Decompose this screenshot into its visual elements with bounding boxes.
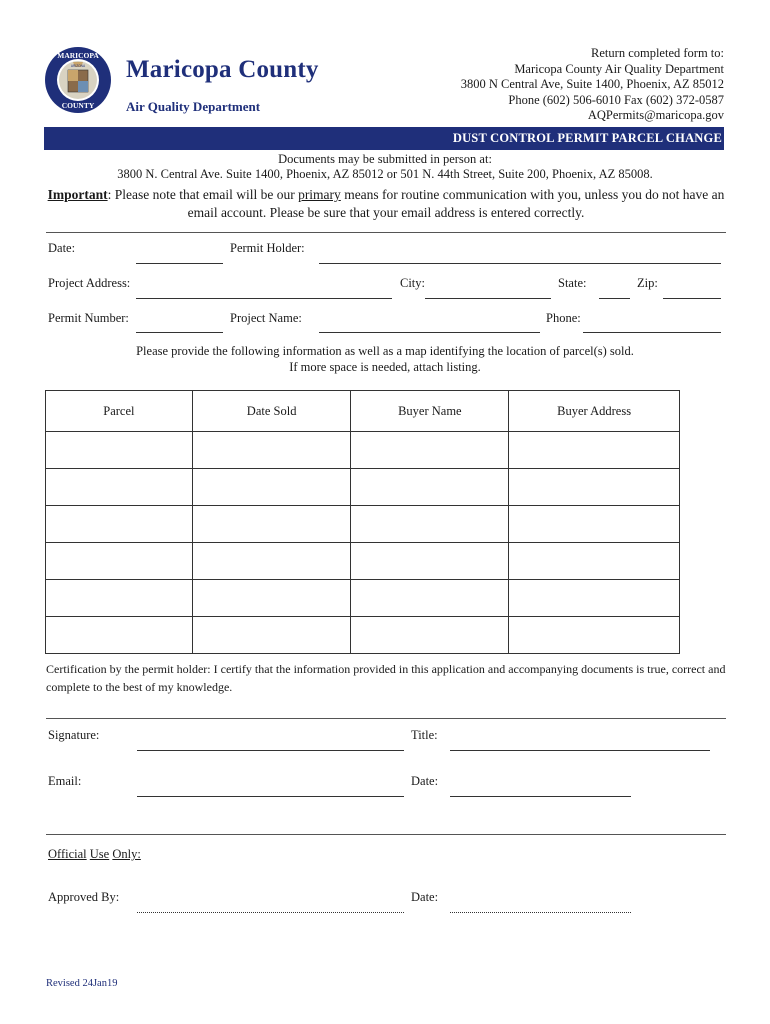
city-field[interactable] xyxy=(425,298,551,299)
signature-date-field[interactable] xyxy=(450,796,631,797)
table-row xyxy=(46,506,680,543)
submit-addresses: 3800 N. Central Ave. Suite 1400, Phoenix, AZ 85012 or 501 N. 44th Street, Suite 200, Phoenix, AZ 85008. xyxy=(117,167,653,181)
table-row xyxy=(46,469,680,506)
date-field[interactable] xyxy=(136,263,223,264)
divider xyxy=(46,834,726,835)
phone-field[interactable] xyxy=(583,332,721,333)
important-text: means for routine communication with you, unless you do not have an email account. Please be sure that your email address is entered correctly. xyxy=(187,187,725,220)
table-cell[interactable] xyxy=(46,506,193,543)
table-cell[interactable] xyxy=(509,432,680,469)
table-cell[interactable] xyxy=(46,543,193,580)
table-cell[interactable] xyxy=(351,580,509,617)
title-field[interactable] xyxy=(450,750,710,751)
table-cell[interactable] xyxy=(192,617,351,654)
instructions-line2: If more space is needed, attach listing. xyxy=(289,360,481,374)
important-text: : Please note that email will be our xyxy=(107,187,299,202)
project-address-label: Project Address: xyxy=(48,276,131,290)
return-line: Return completed form to: xyxy=(591,46,724,60)
table-cell[interactable] xyxy=(192,506,351,543)
state-field[interactable] xyxy=(599,298,630,299)
table-row xyxy=(46,543,680,580)
department-name: Air Quality Department xyxy=(126,99,261,114)
revision-note: Revised 24Jan19 xyxy=(46,978,118,989)
form-title: DUST CONTROL PERMIT PARCEL CHANGE xyxy=(452,131,722,145)
table-cell[interactable] xyxy=(46,617,193,654)
return-line: 3800 N Central Ave, Suite 1400, Phoenix, AZ 85012 xyxy=(460,77,724,91)
permit-holder-label: Permit Holder: xyxy=(230,241,305,255)
table-cell[interactable] xyxy=(192,432,351,469)
table-cell[interactable] xyxy=(46,580,193,617)
important-notice xyxy=(46,186,726,222)
permit-number-field[interactable] xyxy=(136,332,223,333)
table-row xyxy=(46,580,680,617)
return-line: Maricopa County Air Quality Department xyxy=(514,61,724,76)
table-cell[interactable] xyxy=(351,506,509,543)
approval-date-label: Date: xyxy=(411,890,439,904)
submit-info: Documents may be submitted in person at: xyxy=(278,152,492,166)
state-label: State: xyxy=(558,276,587,290)
county-seal-icon xyxy=(44,46,112,114)
col-buyer-address: Buyer Address xyxy=(509,391,680,432)
parcel-table xyxy=(45,390,680,654)
approved-by-field[interactable] xyxy=(137,912,404,913)
table-row xyxy=(46,617,680,654)
certification-text: Certification by the permit holder: I certify that the information provided in this application and accompanying documents is true, correct and complete to the best of my knowledge. xyxy=(46,662,726,694)
table-cell[interactable] xyxy=(46,432,193,469)
permit-holder-field[interactable] xyxy=(319,263,721,264)
svg-text:COUNTY: COUNTY xyxy=(61,101,95,110)
project-name-field[interactable] xyxy=(319,332,540,333)
phone-label: Phone: xyxy=(546,311,581,325)
table-cell[interactable] xyxy=(46,469,193,506)
city-label: City: xyxy=(400,276,426,290)
instructions-line1: Please provide the following information as well as a map identifying the location of parcel(s) sold. xyxy=(136,344,634,358)
svg-text:ARIZONA: ARIZONA xyxy=(70,64,86,68)
table-cell[interactable] xyxy=(192,580,351,617)
approved-by-label: Approved By: xyxy=(48,890,120,904)
return-line: Phone (602) 506-6010 Fax (602) 372-0587 xyxy=(508,92,724,107)
col-buyer-name: Buyer Name xyxy=(351,391,509,432)
svg-text:MARICOPA: MARICOPA xyxy=(57,51,99,60)
table-cell[interactable] xyxy=(351,543,509,580)
table-cell[interactable] xyxy=(509,469,680,506)
table-cell[interactable] xyxy=(351,617,509,654)
table-cell[interactable] xyxy=(351,469,509,506)
table-cell[interactable] xyxy=(192,469,351,506)
divider xyxy=(46,232,726,233)
table-cell[interactable] xyxy=(509,617,680,654)
primary-word: primary xyxy=(298,187,341,202)
title-label: Title: xyxy=(411,728,438,742)
important-label: Important xyxy=(47,187,108,202)
table-header-row xyxy=(46,391,680,432)
table-cell[interactable] xyxy=(509,506,680,543)
table-cell[interactable] xyxy=(351,432,509,469)
project-name-label: Project Name: xyxy=(230,311,302,325)
table-row xyxy=(46,432,680,469)
approval-date-field[interactable] xyxy=(450,912,631,913)
zip-field[interactable] xyxy=(663,298,721,299)
email-field[interactable] xyxy=(137,796,404,797)
signature-label: Signature: xyxy=(48,728,100,742)
table-cell[interactable] xyxy=(509,543,680,580)
org-name: Maricopa County xyxy=(126,56,319,83)
official-use-heading: Official Use Only: xyxy=(48,847,141,861)
table-cell[interactable] xyxy=(192,543,351,580)
zip-label: Zip: xyxy=(637,276,658,290)
date-label: Date: xyxy=(48,241,76,255)
col-parcel: Parcel xyxy=(46,391,193,432)
project-address-field[interactable] xyxy=(136,298,392,299)
divider xyxy=(46,718,726,719)
email-label: Email: xyxy=(48,774,82,788)
date-label: Date: xyxy=(411,774,439,788)
return-address-block xyxy=(461,46,724,124)
return-email: AQPermits@maricopa.gov xyxy=(587,108,724,122)
table-cell[interactable] xyxy=(509,580,680,617)
permit-number-label: Permit Number: xyxy=(48,311,129,325)
col-date-sold: Date Sold xyxy=(192,391,351,432)
signature-field[interactable] xyxy=(137,750,404,751)
